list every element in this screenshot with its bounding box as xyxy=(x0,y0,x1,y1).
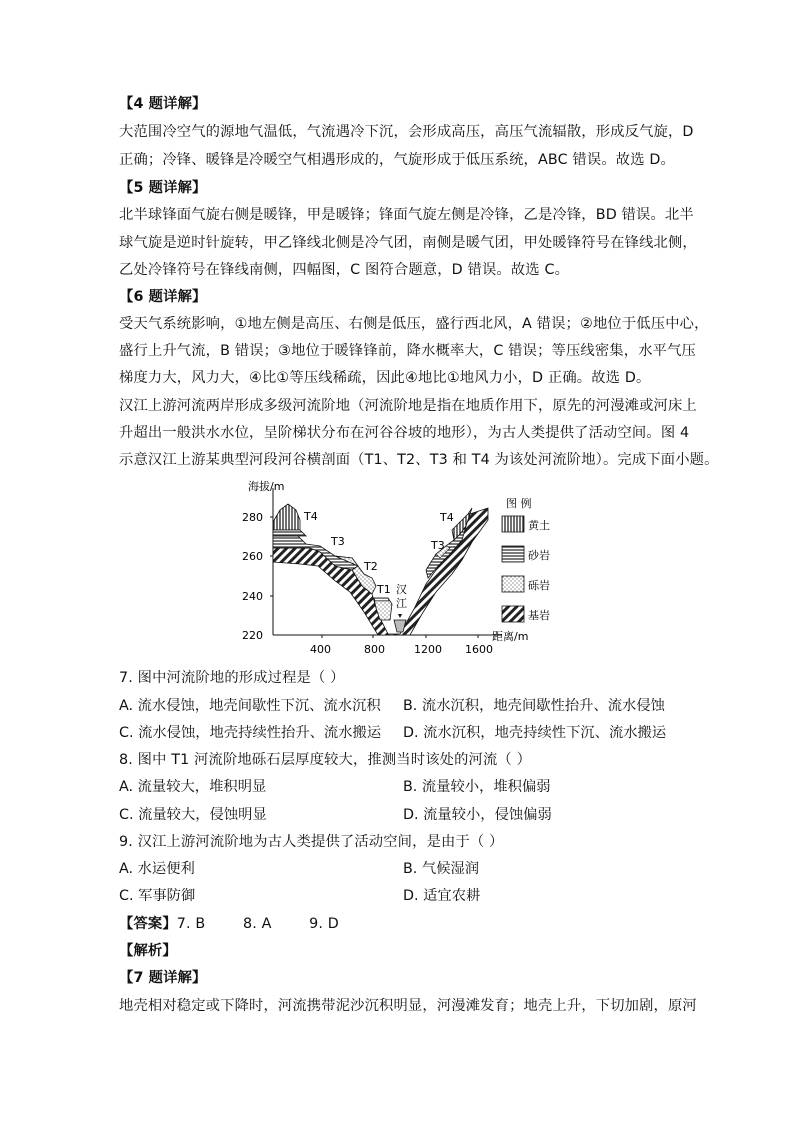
q7-option-b[interactable]: B. 流水沉积，地壳间歇性抬升、流水侵蚀 xyxy=(403,698,665,714)
valley-cross-section-figure xyxy=(240,474,552,662)
legend-label-sandstone: 砂岩 xyxy=(528,549,550,562)
terrace-label-t4-right: T4 xyxy=(440,511,454,524)
answer-label: 【答案】 xyxy=(119,916,177,932)
legend-label-loess: 黄土 xyxy=(528,519,550,532)
intro-line-2: 升超出一般洪水水位，呈阶梯状分布在河谷谷坡的地形），为古人类提供了活动空间。图 4 xyxy=(119,425,690,441)
section5-line-2: 球气旋是逆时针旋转，甲乙锋线北侧是冷气团，南侧是暖气团，甲处暖锋符号在锋线北侧， xyxy=(119,235,697,251)
intro-line-3: 示意汉江上游某典型河段河谷横剖面（T1、T2、T3 和 T4 为该处河流阶地）。完成下面小题。 xyxy=(119,452,719,468)
y-tick-220: 220 xyxy=(242,629,263,642)
legend-swatch-conglomerate xyxy=(502,576,524,592)
x-tick-1600: 1600 xyxy=(465,643,493,656)
section5-line-3: 乙处冷锋符号在锋线南侧，四幅图，C 图符合题意，D 错误。故选 C。 xyxy=(119,262,570,278)
section5-heading: 【5 题详解】 xyxy=(119,180,207,196)
terrace-label-t2: T2 xyxy=(364,560,378,573)
intro-line-1: 汉江上游河流两岸形成多级河流阶地（河流阶地是指在地质作用下，原先的河漫滩或河床上 xyxy=(119,398,697,414)
analysis-label: 【解析】 xyxy=(119,943,177,959)
q8-option-d[interactable]: D. 流量较小，侵蚀偏弱 xyxy=(403,807,552,823)
sandstone-t1 xyxy=(374,598,389,601)
terrace-label-t4-left: T4 xyxy=(304,510,318,523)
river-label-han: 汉 xyxy=(396,583,407,596)
x-tick-1200: 1200 xyxy=(414,643,442,656)
legend-title: 图 例 xyxy=(506,497,532,510)
section4-line-2: 正确；冷锋、暖锋是冷暖空气相遇形成的，气旋形成于低压系统，ABC 错误。故选 D。 xyxy=(119,152,675,168)
q8-option-a[interactable]: A. 流量较大，堆积明显 xyxy=(119,779,267,795)
x-axis-label: 距离/m xyxy=(492,630,529,643)
answer-line xyxy=(119,914,689,934)
q7-option-c[interactable]: C. 流水侵蚀，地壳持续性抬升、流水搬运 xyxy=(119,725,382,741)
legend-label-bedrock: 基岩 xyxy=(528,609,550,622)
river-label-jiang: 江 xyxy=(396,597,407,610)
loess-left-t4 xyxy=(273,504,300,530)
section6-line-3: 梯度力大，风力大，④比①等压线稀疏，因此④地比①地风力小，D 正确。故选 D。 xyxy=(119,370,651,386)
q7-option-a[interactable]: A. 流水侵蚀，地壳间歇性下沉、流水沉积 xyxy=(119,698,381,714)
x-tick-800: 800 xyxy=(364,643,385,656)
y-tick-260: 260 xyxy=(242,550,263,563)
section6-line-2: 盛行上升气流，B 错误；③地位于暖锋锋前，降水概率大，C 错误；等压线密集，水平气压 xyxy=(119,343,696,359)
y-tick-280: 280 xyxy=(242,511,263,524)
y-axis-label: 海拔/m xyxy=(248,480,285,493)
q9-option-b[interactable]: B. 气候湿润 xyxy=(403,861,480,877)
y-tick-240: 240 xyxy=(242,590,263,603)
q8-option-c[interactable]: C. 流量较大，侵蚀明显 xyxy=(119,807,267,823)
terrace-label-t3-right: T3 xyxy=(431,539,445,552)
q9-option-a[interactable]: A. 水运便利 xyxy=(119,861,195,877)
q9-stem: 9. 汉江上游河流阶地为古人类提供了活动空间，是由于（ ） xyxy=(119,834,504,850)
answer-values: 7. B 8. A 9. D xyxy=(176,916,339,932)
terrace-label-t3-left: T3 xyxy=(331,535,345,548)
q7-option-d[interactable]: D. 流水沉积，地壳持续性下沉、流水搬运 xyxy=(403,725,667,741)
q8-stem: 8. 图中 T1 河流阶地砾石层厚度较大，推测当时该处的河流（ ） xyxy=(119,752,532,768)
legend-swatch-loess xyxy=(502,516,524,532)
legend-label-conglomerate: 砾岩 xyxy=(528,579,550,592)
legend-swatch-sandstone xyxy=(502,546,524,562)
valley-cross-section-svg xyxy=(240,474,552,662)
q9-option-d[interactable]: D. 适宜农耕 xyxy=(403,888,481,904)
section6-heading: 【6 题详解】 xyxy=(119,289,207,305)
section7-heading: 【7 题详解】 xyxy=(119,970,207,986)
x-tick-400: 400 xyxy=(310,643,331,656)
section4-heading: 【4 题详解】 xyxy=(119,96,207,112)
section6-line-1: 受天气系统影响，①地左侧是高压、右侧是低压，盛行西北风，A 错误；②地位于低压中心， xyxy=(119,316,709,332)
q7-stem: 7. 图中河流阶地的形成过程是（ ） xyxy=(119,670,345,686)
sandstone-left-top xyxy=(273,530,306,536)
terrace-label-t1: T1 xyxy=(377,583,391,596)
section7-line-1: 地壳相对稳定或下降时，河流携带泥沙沉积明显，河漫滩发育；地壳上升，下切加剧，原河 xyxy=(119,998,697,1014)
q9-option-c[interactable]: C. 军事防御 xyxy=(119,888,196,904)
legend-swatch-bedrock xyxy=(502,606,524,622)
q8-option-b[interactable]: B. 流量较小，堆积偏弱 xyxy=(403,779,551,795)
section5-line-1: 北半球锋面气旋右侧是暖锋，甲是暖锋；锋面气旋左侧是冷锋，乙是冷锋，BD 错误。北半 xyxy=(119,207,694,223)
river-water-level-icon xyxy=(398,614,402,618)
section4-line-1: 大范围冷空气的源地气温低，气流遇冷下沉，会形成高压，高压气流辐散，形成反气旋，D xyxy=(119,124,694,140)
